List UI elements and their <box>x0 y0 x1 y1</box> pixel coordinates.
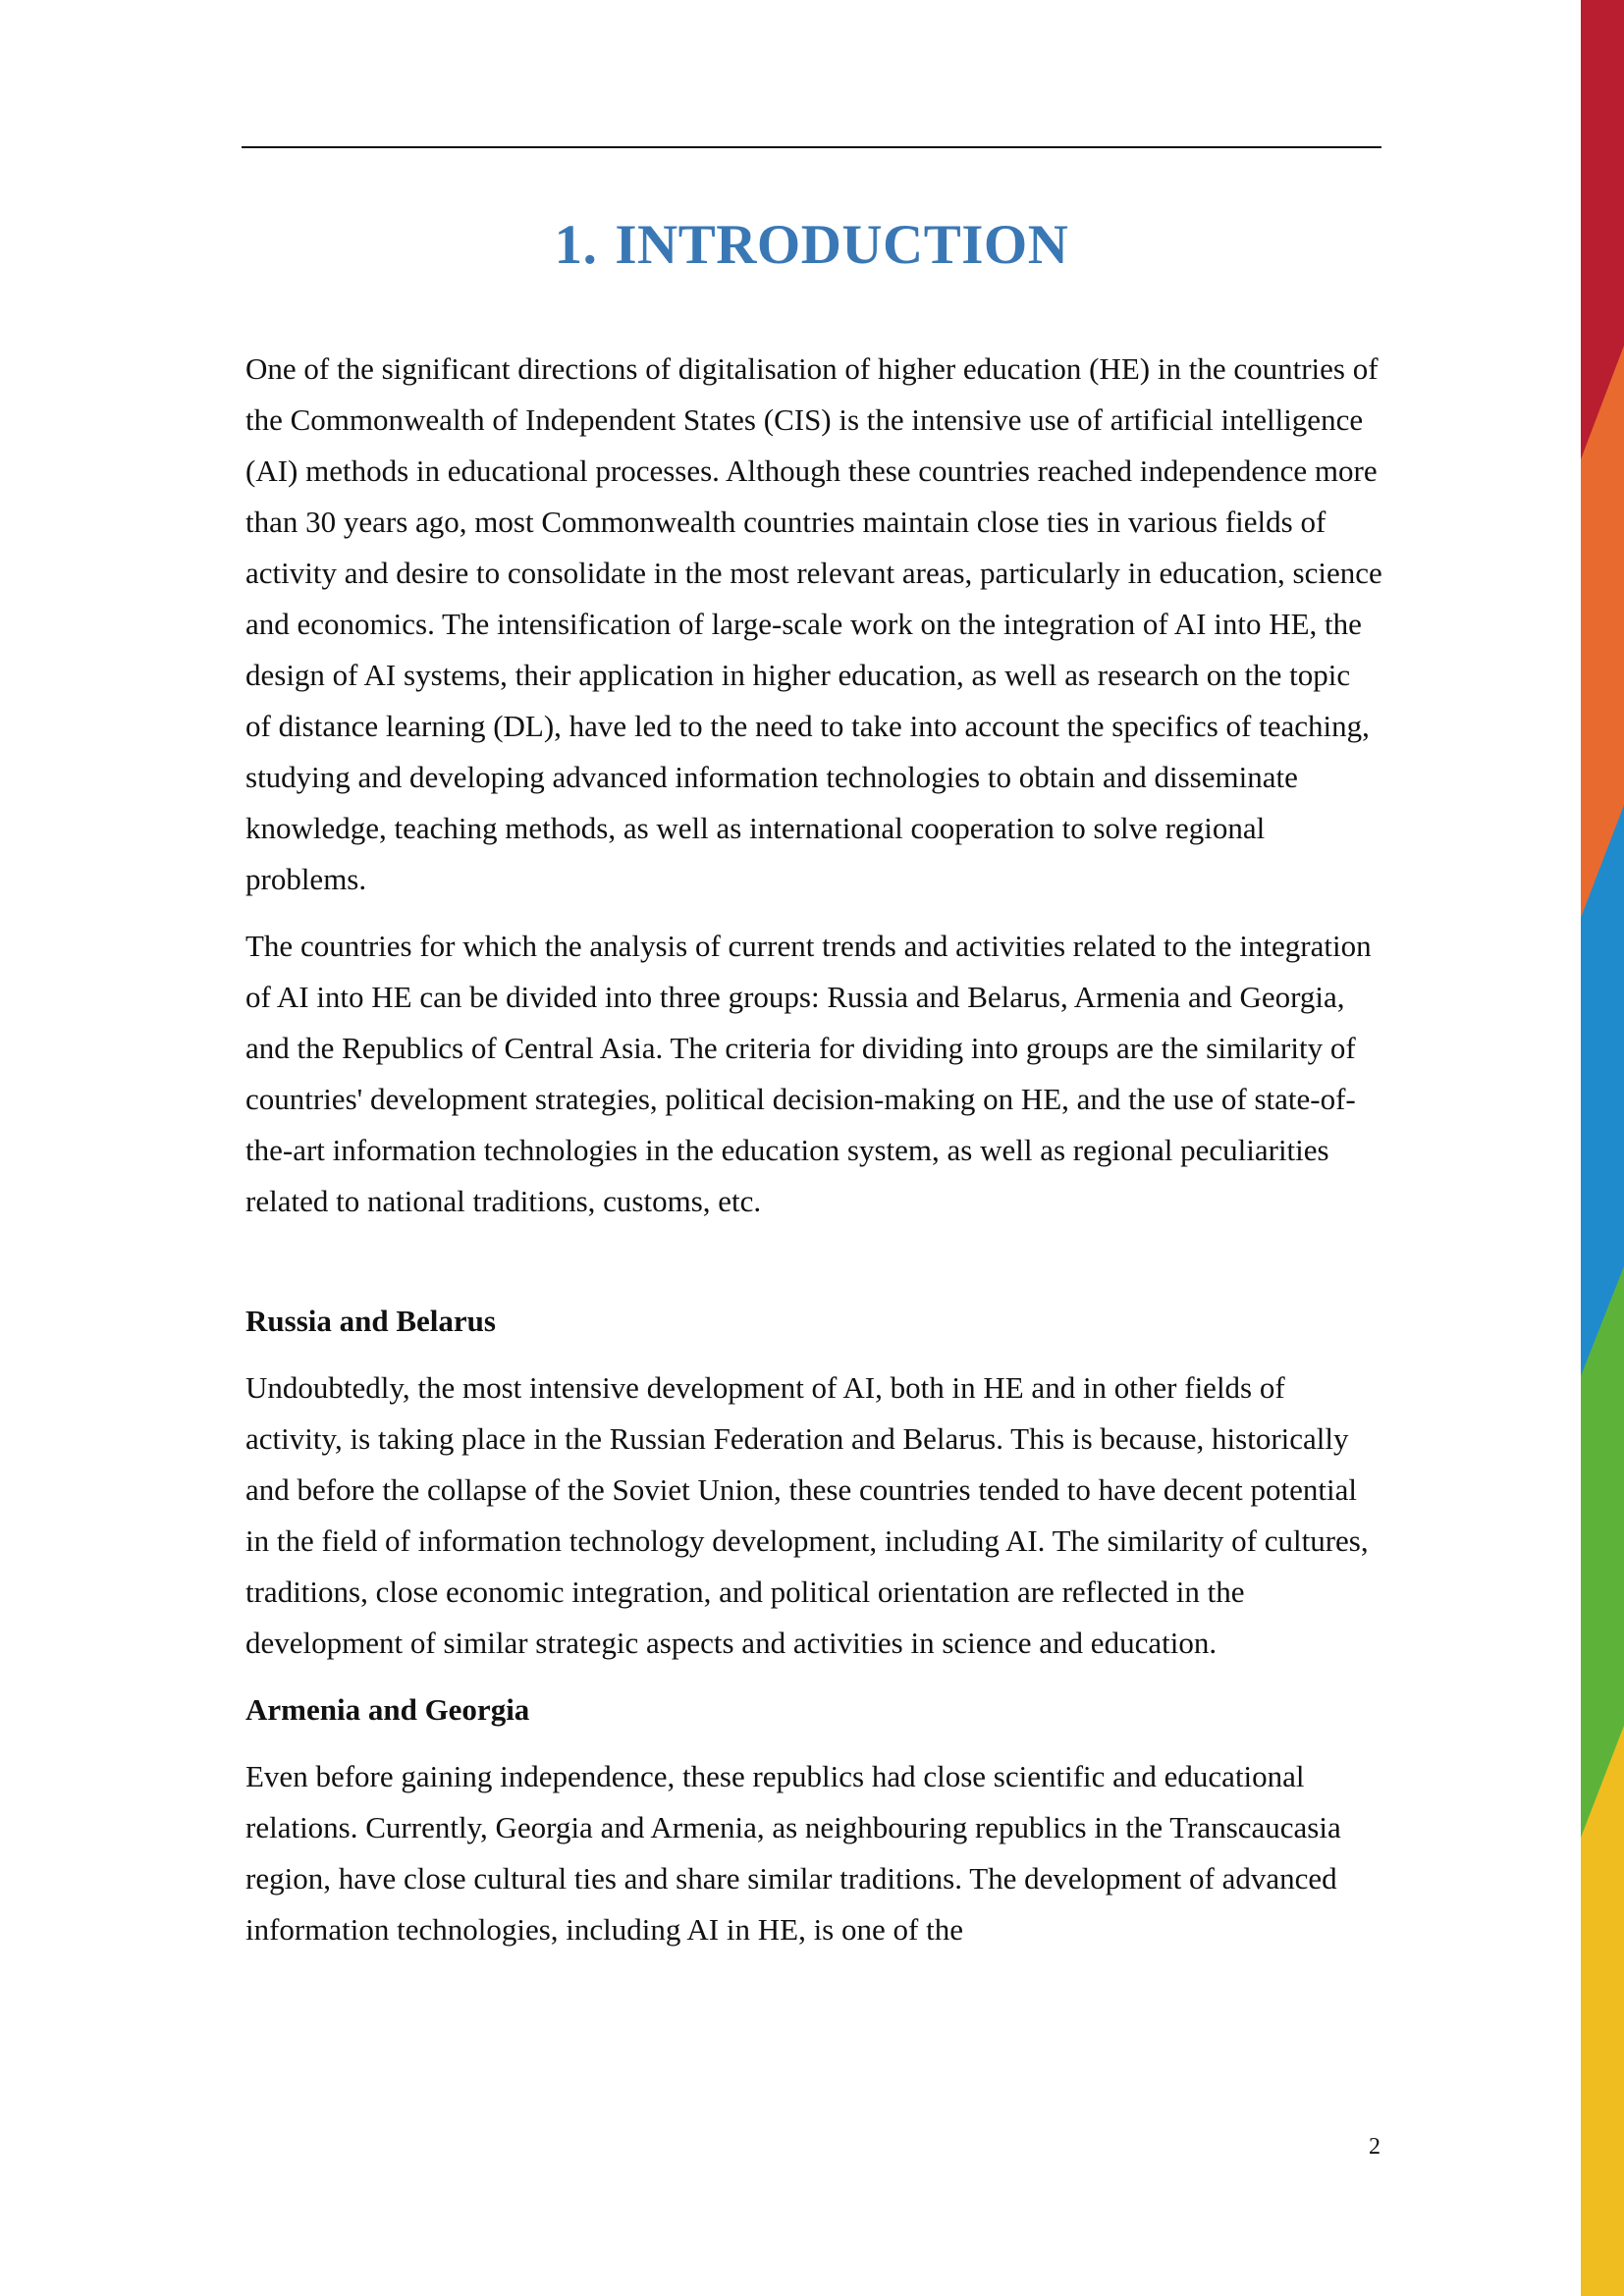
paragraph-armenia-georgia: Even before gaining independence, these republics had close scientific and educational relations. Currently, Georgia and Armenia, as neighbouring republics in the Transcaucasia region, have close cultural ties and share similar traditions. The development of advanced information technologies, including AI in HE, is one of the <box>245 1759 1341 1947</box>
subheading-armenia-georgia: Armenia and Georgia <box>245 1692 530 1727</box>
section-number: 1. <box>554 214 598 276</box>
section-heading <box>242 206 1381 285</box>
paragraph-country-groups: The countries for which the analysis of current trends and activities related to the integration of AI into HE can be divided into three groups: Russia and Belarus, Armenia and Georgia, and the Republics of Central Asia. The criteria for dividing into groups are the similarity of countries' development strategies, political decision-making on HE, and the use of state-of-the-art information technologies in the education system, as well as regional peculiarities related to national traditions, customs, etc. <box>245 929 1372 1218</box>
header-rule <box>242 146 1381 148</box>
subheading-russia-belarus: Russia and Belarus <box>245 1304 496 1338</box>
paragraph-intro: One of the significant directions of digitalisation of higher education (HE) in the countries of the Commonwealth of Independent States (CIS) is the intensive use of artificial intelligence (AI) methods in educational processes. Although these countries reached independence more than 30 years ago, most Commonwealth countries maintain close ties in various fields of activity and desire to consolidate in the most relevant areas, particularly in education, science and economics. The intensification of large-scale work on the integration of AI into HE, the design of AI systems, their application in higher education, as well as research on the topic of distance learning (DL), have led to the need to take into account the specifics of teaching, studying and developing advanced information technologies to obtain and disseminate knowledge, teaching methods, as well as international cooperation to solve regional problems. <box>245 351 1382 896</box>
body-content <box>245 344 1382 1971</box>
page-number: 2 <box>1369 2134 1380 2160</box>
section-title: INTRODUCTION <box>615 214 1069 276</box>
paragraph-russia-belarus: Undoubtedly, the most intensive development of AI, both in HE and in other fields of activity, is taking place in the Russian Federation and Belarus. This is because, historically and before the collapse of the Soviet Union, these countries tended to have decent potential in the field of information technology development, including AI. The similarity of cultures, traditions, close economic integration, and political orientation are reflected in the development of similar strategic aspects and activities in science and education. <box>245 1370 1369 1660</box>
spacer <box>245 1243 1382 1296</box>
decorative-color-bar <box>1581 0 1624 2296</box>
